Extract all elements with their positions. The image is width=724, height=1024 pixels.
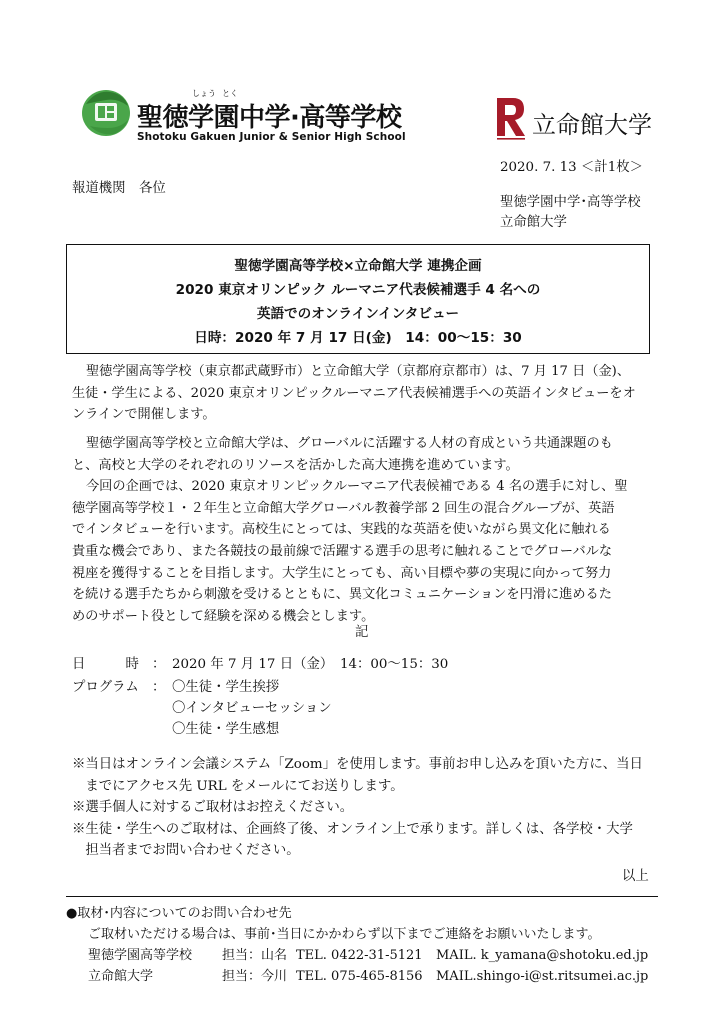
- paragraph-line: でインタビューを行います。高校生にとっては、実践的な英語を使いながら異文化に触れる: [72, 522, 611, 538]
- note-line: ※生徒・学生へのご取材は、企画終了後、オンライン上で承ります。詳しくは、各学校・大学: [72, 821, 633, 837]
- paragraph-line: 聖徳学園高等学校（東京都武蔵野市）と立命館大学（京都府京都市）は、7 月 17 日（金)、: [86, 364, 631, 379]
- school-name-english: Shotoku Gakuen Junior & Senior High School: [137, 131, 406, 143]
- paragraph-line: めのサポート役として経験を深める機会とします。: [72, 608, 375, 624]
- program-label: プログラム: [72, 680, 139, 695]
- contact-intro: ご取材いただける場合は、事前･当日にかかわらず以下までご連絡をお願いいたします。: [88, 927, 601, 942]
- contact-tel-university: TEL. 075-465-8156: [296, 969, 423, 984]
- notes: [72, 754, 643, 862]
- intro-paragraph: [72, 361, 662, 426]
- university-name: 立命館大学: [532, 111, 652, 139]
- program-item: 〇生徒・学生挨拶: [172, 680, 280, 695]
- ki-mark: 記: [355, 625, 369, 640]
- title-line-3: 英語でのオンラインインタビュー: [256, 306, 460, 322]
- datetime-colon: ：: [152, 657, 166, 672]
- datetime-value: 2020 年 7 月 17 日（金） 14：00～15：30: [172, 657, 449, 672]
- school-name: 聖徳学園中学·高等学校: [137, 103, 402, 133]
- contact-person-school: 担当：山名: [222, 948, 288, 963]
- contact-org-school: 聖徳学園高等学校: [88, 948, 193, 963]
- note-line: ※選手個人に対するご取材はお控えください。: [72, 800, 354, 815]
- contact-org-university: 立命館大学: [88, 969, 154, 984]
- note-line: 担当者までお問い合わせください。: [72, 843, 300, 858]
- title-box: [66, 244, 650, 354]
- paragraph-line: 徳学園高等学校１・２年生と立命館大学グローバル教養学部 2 回生の混合グループが、英語: [72, 500, 615, 516]
- recipient: 報道機関 各位: [72, 181, 166, 196]
- closing-ijou: 以上: [622, 869, 649, 884]
- ruby-sho: しょう: [192, 89, 216, 98]
- ruby-toku: とく: [222, 89, 238, 98]
- paragraph-line: 今回の企画では、2020 東京オリンピックルーマニア代表候補である 4 名の選手に対し、聖: [86, 479, 628, 495]
- program-colon: ：: [152, 680, 166, 695]
- shotoku-school-logo: [80, 86, 132, 138]
- note-line: までにアクセス先 URL をメールにてお送りします。: [72, 778, 404, 794]
- sender-university: 立命館大学: [500, 215, 567, 230]
- contact-mail-school[interactable]: MAIL. k_yamana@shotoku.ed.jp: [436, 948, 649, 963]
- paragraph-line: と、高校と大学のそれぞれのリソースを活かした高大連携を進めています。: [72, 457, 519, 473]
- paragraph-line: を続ける選手たちから刺激を受けるとともに、異文化コミュニケーションを円滑に進めるた: [72, 587, 612, 603]
- contact-divider: [66, 896, 658, 897]
- paragraph-line: 生徒・学生による、2020 東京オリンピックルーマニア代表候補選手への英語インタビューをオ: [72, 385, 636, 401]
- contact-tel-school: TEL. 0422-31-5121: [296, 948, 423, 963]
- paragraph-line: 視座を獲得することを目指します。大学生にとっても、高い目標や夢の実現に向かって努力: [72, 565, 612, 581]
- paragraph-line: ンラインで開催します。: [72, 407, 216, 423]
- document-date: 2020. 7. 13 ＜計1枚＞: [500, 160, 644, 175]
- program-item: 〇生徒・学生感想: [172, 722, 280, 737]
- contact-heading: ●取材･内容についてのお問い合わせ先: [66, 906, 292, 921]
- title-line-2: 2020 東京オリンピック ルーマニア代表候補選手 4 名への: [175, 282, 541, 298]
- program-item: 〇インタビューセッション: [172, 701, 332, 716]
- title-line-4-datetime: 日時：2020 年 7 月 17 日(金) 14：00～15：30: [194, 330, 522, 346]
- ritsumeikan-logo: [493, 96, 529, 142]
- contact-mail-university[interactable]: MAIL.shingo-i@st.ritsumei.ac.jp: [436, 969, 649, 984]
- note-line: ※当日はオンライン会議システム「Zoom」を使用します。事前お申し込みを頂いた方に、当日: [72, 757, 643, 772]
- paragraph-line: 聖徳学園高等学校と立命館大学は、グローバルに活躍する人材の育成という共通課題のも: [86, 436, 613, 451]
- sender-school: 聖徳学園中学･高等学校: [500, 195, 641, 210]
- datetime-label: 日 時: [72, 657, 139, 672]
- contact-person-university: 担当：今川: [222, 969, 288, 984]
- body-paragraph: [72, 433, 662, 627]
- paragraph-line: 貴重な機会であり、また各競技の最前線で活躍する選手の思考に触れることでグローバルな: [72, 543, 613, 559]
- title-line-1: 聖徳学園高等学校×立命館大学 連携企画: [234, 258, 482, 274]
